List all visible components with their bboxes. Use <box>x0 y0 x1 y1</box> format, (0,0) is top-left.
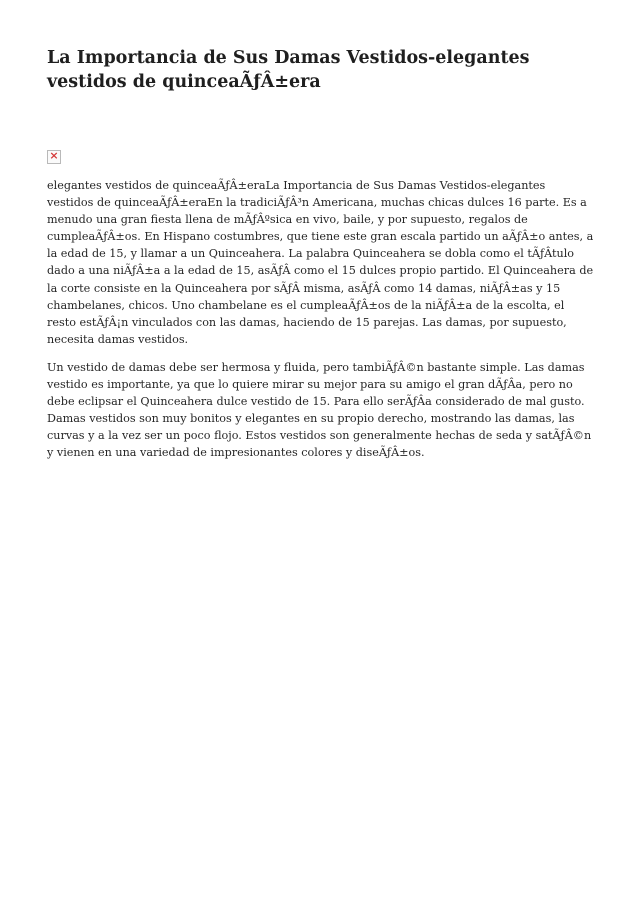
broken-image-icon <box>47 150 61 164</box>
body-paragraph-1: elegantes vestidos de quinceaÃƒÂ±eraLa Importancia de Sus Damas Vestidos-elegantes vestidos de quinceaÃƒÂ±eraEn la tradiciÃƒÂ³n Americana, muchas chicas dulces 16 parte. Es a menudo una gran fiesta llena de mÃƒÂºsica en vivo, baile, y por supuesto, regalos de cumpleaÃƒÂ±os. En Hispano costumbres, que tiene este gran escala partido un aÃƒÂ±o antes, a la edad de 15, y llamar a un Quinceahera. La palabra Quinceahera se dobla como el tÃƒÂtulo dado a una niÃƒÂ±a a la edad de 15, asÃƒÂ como el 15 dulces propio partido. El Quinceahera de la corte consiste en la Quinceahera por sÃƒÂ misma, asÃƒÂ como 14 damas, niÃƒÂ±as y 15 chambelanes, chicos. Uno chambelane es el cumpleaÃƒÂ±os de la niÃƒÂ±a de la escolta, el resto estÃƒÂ¡n vinculados con las damas, haciendo de 15 parejas. Las damas, por supuesto, necesita damas vestidos. <box>47 179 594 346</box>
body-paragraph-2: Un vestido de damas debe ser hermosa y fluida, pero tambiÃƒÂ©n bastante simple. Las damas vestido es importante, ya que lo quiere mirar su mejor para su amigo el gran dÃƒÂa, pero no debe eclipsar el Quinceahera dulce vestido de 15. Para ello serÃƒÂa considerado de mal gusto. Damas vestidos son muy bonitos y elegantes en su propio derecho, mostrando las damas, las curvas y a la vez ser un poco flojo. Estos vestidos son generalmente hechas de seda y satÃƒÂ©n y vienen en una variedad de impresionantes colores y diseÃƒÂ±os. <box>47 360 592 460</box>
broken-image-x-icon: × <box>49 149 59 162</box>
document-page <box>47 46 595 462</box>
document-title: La Importancia de Sus Damas Vestidos-elegantes vestidos de quinceaÃƒÂ±era <box>47 48 530 92</box>
